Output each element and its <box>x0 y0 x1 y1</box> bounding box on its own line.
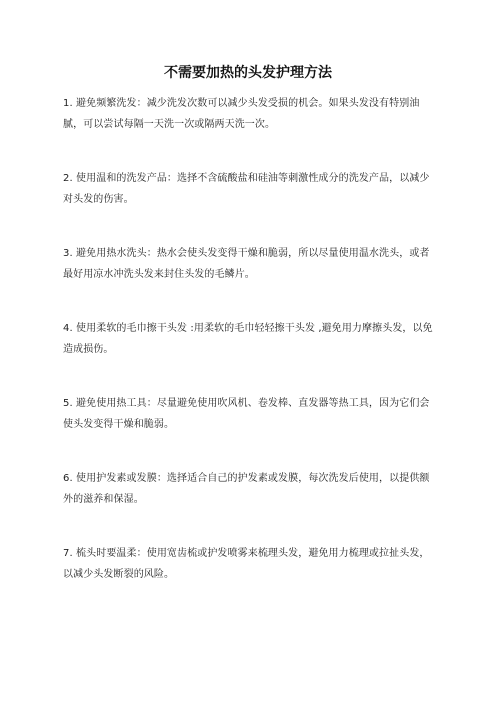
list-item-2: 2. 使用温和的洗发产品：选择不含硫酸盐和硅油等刺激性成分的洗发产品，以减少对头发的伤害。 <box>63 173 430 205</box>
page-title: 不需要加热的头发护理方法 <box>164 65 332 81</box>
tips-list <box>63 93 433 618</box>
list-item-5: 5. 避免使用热工具：尽量避免使用吹风机、卷发棒、直发器等热工具，因为它们会使头发变得干燥和脆弱。 <box>63 398 430 430</box>
list-item-6: 6. 使用护发素或发膜：选择适合自己的护发素或发膜，每次洗发后使用，以提供额外的滋养和保湿。 <box>63 473 430 505</box>
list-item-4: 4. 使用柔软的毛巾擦干头发 :用柔软的毛巾轻轻擦干头发 ,避免用力摩擦头发，以免造成损伤。 <box>63 323 433 355</box>
list-item-3: 3. 避免用热水洗头：热水会使头发变得干燥和脆弱，所以尽量使用温水洗头，或者最好用凉水冲洗头发来封住头发的毛鳞片。 <box>63 248 430 280</box>
list-item-7: 7. 梳头时要温柔：使用宽齿梳或护发喷雾来梳理头发，避免用力梳理或拉扯头发，以减少头发断裂的风险。 <box>63 548 430 580</box>
list-item-1: 1. 避免频繁洗发：减少洗发次数可以减少头发受损的机会。如果头发没有特别油腻，可以尝试每隔一天洗一次或隔两天洗一次。 <box>63 98 420 130</box>
